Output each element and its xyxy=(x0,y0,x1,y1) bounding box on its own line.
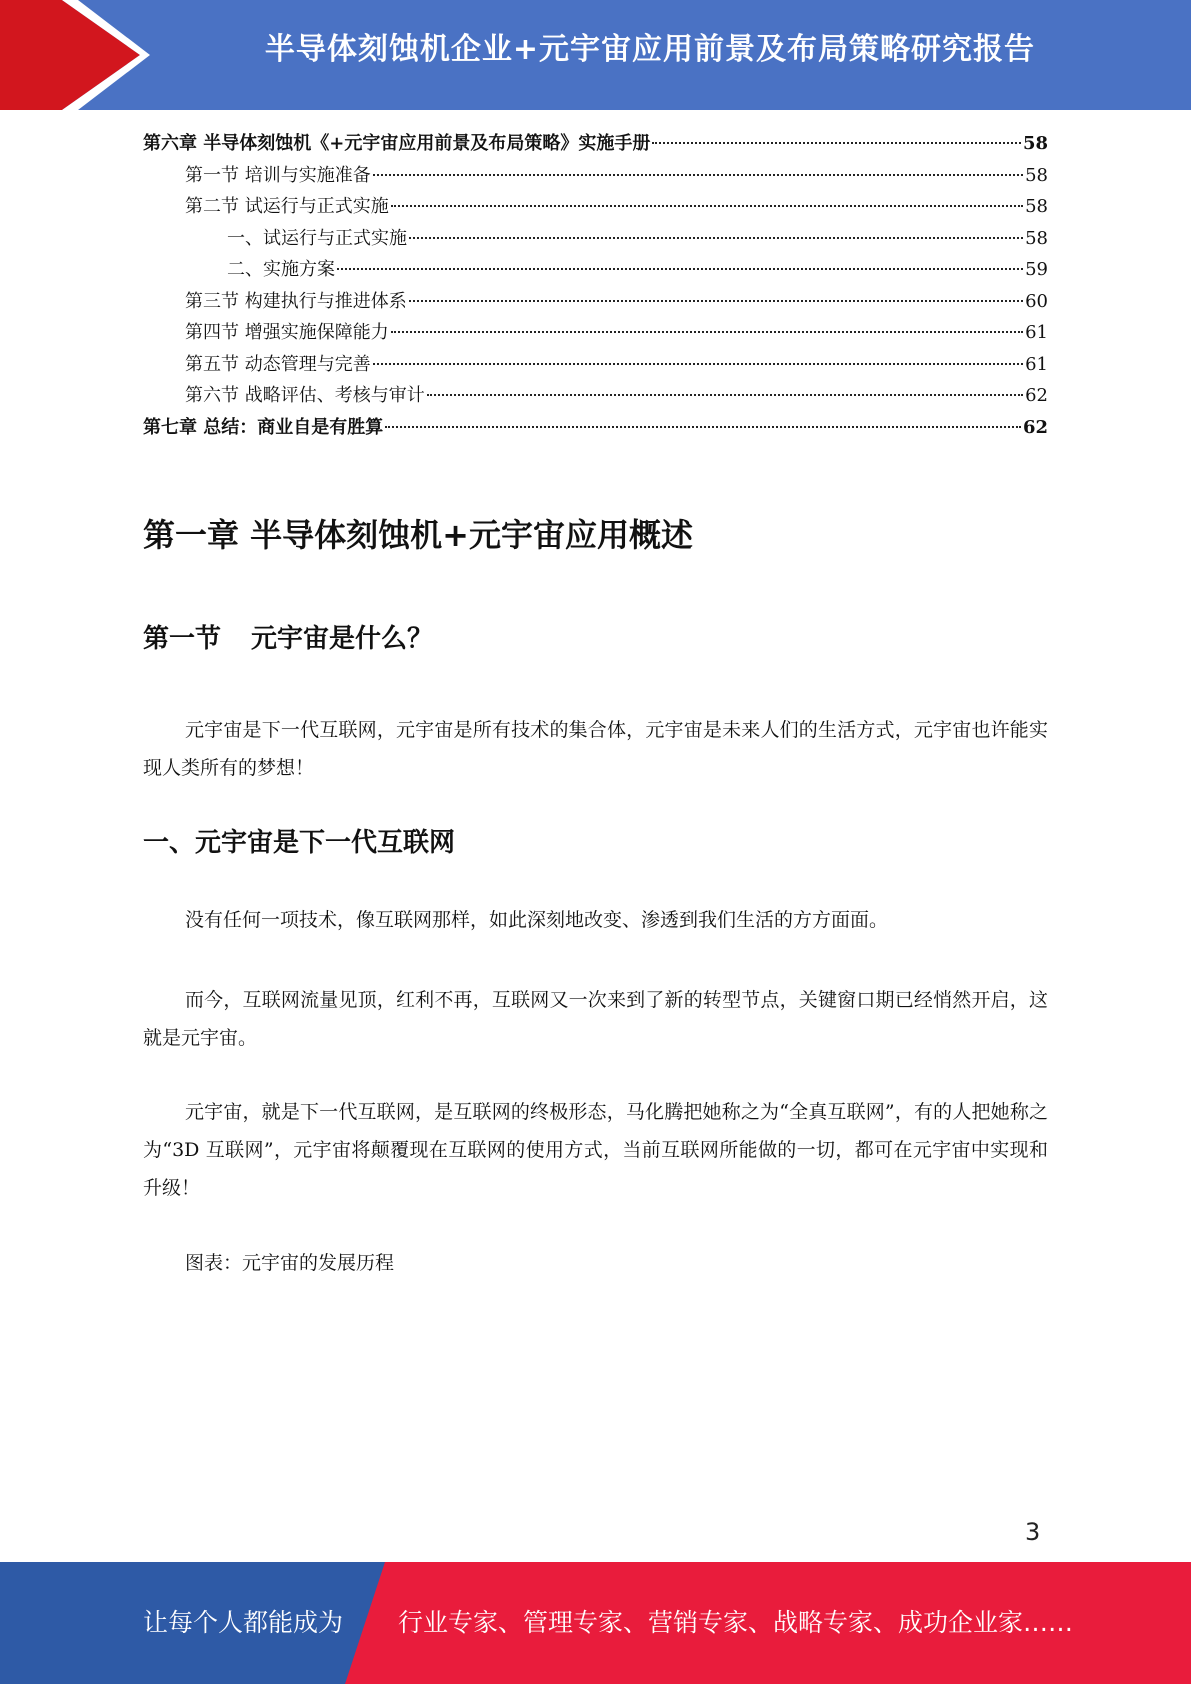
toc-entry-page: 58 xyxy=(1025,196,1048,217)
toc-leader-dots xyxy=(391,331,1023,333)
toc-entry-page: 58 xyxy=(1025,227,1048,249)
toc-entry-title: 第二节 试运行与正式实施 xyxy=(185,196,389,217)
toc-entry[interactable] xyxy=(143,191,1048,223)
toc-entry-page: 62 xyxy=(1022,416,1048,438)
toc-entry-page: 61 xyxy=(1025,322,1048,343)
toc-leader-dots xyxy=(427,394,1023,396)
subsection-title: 一、元宇宙是下一代互联网 xyxy=(143,828,456,858)
toc-leader-dots xyxy=(652,142,1021,144)
toc-entry-title: 第四节 增强实施保障能力 xyxy=(185,322,389,343)
footer-slogan-left: 让每个人都能成为 xyxy=(143,1608,344,1637)
toc-entry-page: 62 xyxy=(1025,385,1048,406)
toc-entry[interactable] xyxy=(143,286,1048,318)
paragraph-4: 元宇宙，就是下一代互联网，是互联网的终极形态，马化腾把她称之为“全真互联网”，有的人把她称之为“3D 互联网”，元宇宙将颠覆现在互联网的使用方式，当前互联网所能做的一切，都可在元宇宙中实现和升级！ xyxy=(143,1101,1048,1199)
toc-leader-dots xyxy=(337,268,1023,270)
toc-entry-title: 第三节 构建执行与推进体系 xyxy=(185,290,407,312)
paragraph-2: 没有任何一项技术，像互联网那样，如此深刻地改变、渗透到我们生活的方方面面。 xyxy=(185,909,889,931)
toc-entry-page: 60 xyxy=(1025,290,1048,312)
section-title-text: 元宇宙是什么？ xyxy=(251,624,434,654)
toc-entry-title: 第五节 动态管理与完善 xyxy=(185,353,371,375)
toc-entry[interactable] xyxy=(143,128,1048,160)
toc-entry-page: 59 xyxy=(1025,259,1048,280)
toc-entry[interactable] xyxy=(143,160,1048,192)
toc-entry[interactable] xyxy=(143,254,1048,286)
paragraph-3: 而今，互联网流量见顶，红利不再，互联网又一次来到了新的转型节点，关键窗口期已经悄然开启，这就是元宇宙。 xyxy=(143,989,1048,1049)
toc-entry[interactable] xyxy=(143,412,1048,444)
page-number: 3 xyxy=(1025,1518,1041,1546)
section-label: 第一节 xyxy=(143,624,222,654)
toc-leader-dots xyxy=(391,205,1023,207)
chapter-title: 第一章 半导体刻蚀机+元宇宙应用概述 xyxy=(143,516,693,554)
toc-leader-dots xyxy=(373,174,1023,176)
toc-entry-title: 第一节 培训与实施准备 xyxy=(185,164,371,186)
toc-leader-dots xyxy=(385,426,1021,428)
table-of-contents xyxy=(143,128,1048,443)
toc-entry-page: 61 xyxy=(1025,353,1048,375)
toc-leader-dots xyxy=(409,237,1023,239)
toc-entry-title: 二、实施方案 xyxy=(227,259,335,280)
figure-caption: 图表：元宇宙的发展历程 xyxy=(185,1252,395,1274)
toc-entry-title: 第七章 总结：商业自是有胜算 xyxy=(143,416,384,438)
toc-entry-page: 58 xyxy=(1025,164,1048,186)
toc-entry[interactable] xyxy=(143,317,1048,349)
page-footer xyxy=(0,1562,1191,1684)
report-title: 半导体刻蚀机企业+元宇宙应用前景及布局策略研究报告 xyxy=(264,32,1036,67)
toc-entry-page: 58 xyxy=(1022,133,1048,154)
paragraph-1: 元宇宙是下一代互联网，元宇宙是所有技术的集合体，元宇宙是未来人们的生活方式，元宇宙也许能实现人类所有的梦想！ xyxy=(143,719,1048,779)
toc-entry[interactable] xyxy=(143,223,1048,255)
toc-leader-dots xyxy=(373,363,1023,365)
toc-leader-dots xyxy=(409,300,1023,302)
toc-entry[interactable] xyxy=(143,380,1048,412)
toc-entry-title: 一、试运行与正式实施 xyxy=(227,227,407,249)
toc-entry-title: 第六节 战略评估、考核与审计 xyxy=(185,385,425,406)
toc-entry-title: 第六章 半导体刻蚀机《+元宇宙应用前景及布局策略》实施手册 xyxy=(143,133,651,154)
header-arrow-decoration xyxy=(0,0,160,110)
toc-entry[interactable] xyxy=(143,349,1048,381)
page-header xyxy=(0,0,1191,110)
section-title xyxy=(143,618,433,655)
footer-slogan-right: 行业专家、管理专家、营销专家、战略专家、成功企业家…… xyxy=(398,1608,1074,1637)
